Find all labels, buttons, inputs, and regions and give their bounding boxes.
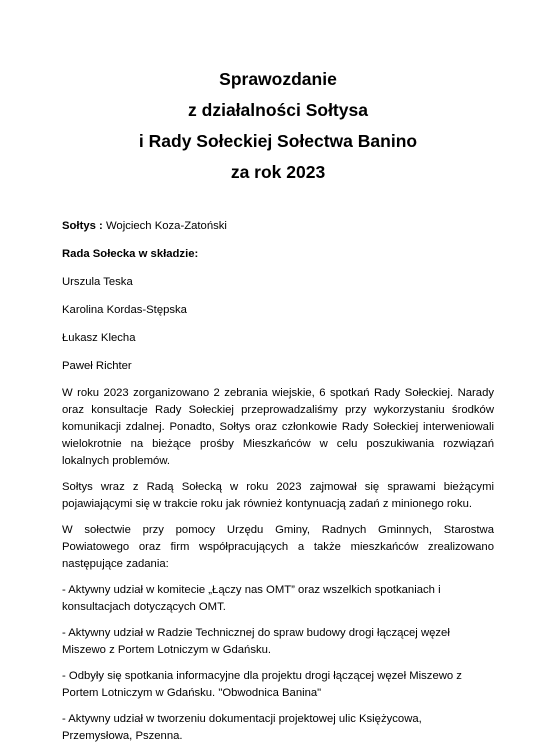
rada-heading: Rada Sołecka w składzie: [62, 248, 199, 260]
soltys-name: Wojciech Koza-Zatoński [102, 220, 227, 232]
rada-member: Urszula Teska [62, 276, 133, 288]
soltys-label: Sołtys : [62, 220, 103, 232]
rada-member: Paweł Richter [62, 360, 132, 372]
rada-member: Łukasz Klecha [62, 332, 136, 344]
title-line-3: i Rady Sołeckiej Sołectwa Banino [138, 131, 418, 151]
paragraph-meetings: W roku 2023 zorganizowano 2 zebrania wiejskie, 6 spotkań Rady Sołeckiej. Narady oraz konsultacje Rady Sołeckiej przeprowadzaliśmy przy wykorzystaniu środków komunikacji zdalnej. Ponadto, Sołtys oraz członkowie Rady Sołeckiej interweniowali wielokrotnie na bieżące prośby Mieszkańców w celu poszukiwania rozwiązań lokalnych problemów. [62, 387, 494, 467]
title-line-4: za rok 2023 [230, 162, 326, 182]
task-item: - Aktywny udział w komitecie „Łączy nas OMT” oraz wszelkich spotkaniach i konsultacjach dotyczących OMT. [62, 584, 441, 613]
title-line-1: Sprawozdanie [219, 69, 337, 89]
document-body [62, 218, 494, 745]
paragraph-ongoing: Sołtys wraz z Radą Sołecką w roku 2023 zajmował się sprawami bieżącymi pojawiającymi się w trakcie roku jak również kontynuacją zadań z minionego roku. [62, 481, 494, 510]
rada-member: Karolina Kordas-Stępska [62, 304, 187, 316]
soltys-line [62, 218, 494, 235]
paragraph-tasks-intro: W sołectwie przy pomocy Urzędu Gminy, Radnych Gminnych, Starostwa Powiatowego oraz firm współpracujących a także mieszkańców zrealizowano następujące zadania: [62, 524, 494, 570]
document-title [62, 64, 494, 188]
title-line-2: z działalności Sołtysa [188, 100, 368, 120]
task-item: - Aktywny udział w tworzeniu dokumentacji projektowej ulic Księżycowa, Przemysłowa, Pszenna. [62, 713, 422, 742]
task-item: - Aktywny udział w Radzie Technicznej do spraw budowy drogi łączącej węzeł Miszewo z Portem Lotniczym w Gdańsku. [62, 627, 450, 656]
task-item: - Odbyły się spotkania informacyjne dla projektu drogi łączącej węzeł Miszewo z Portem Lotniczym w Gdańsku. "Obwodnica Banina" [62, 670, 462, 699]
